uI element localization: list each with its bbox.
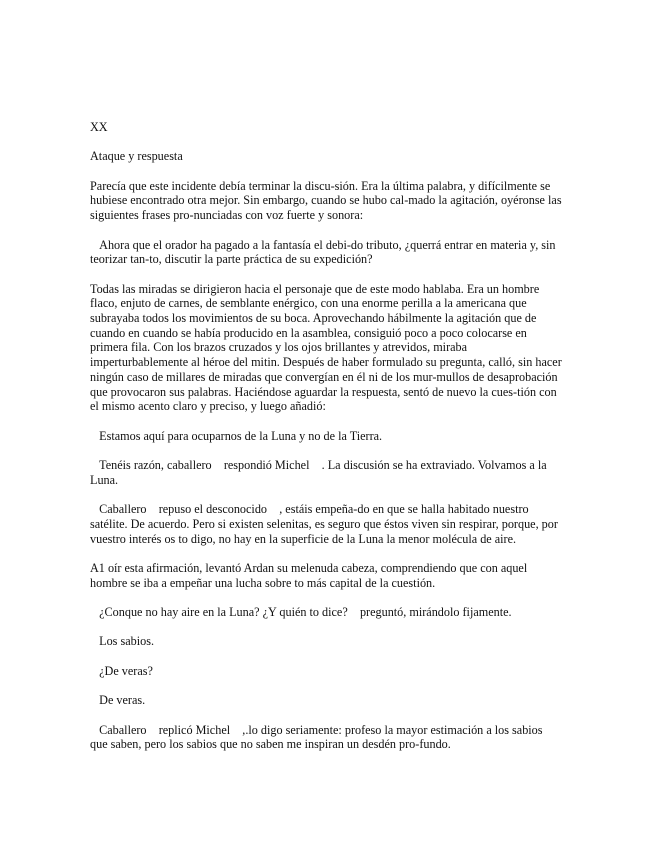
paragraph-10: ¿De veras? (90, 663, 153, 678)
paragraph-11: De veras. (90, 693, 146, 708)
paragraph-1: Parecía que este incidente debía terminar la discu-sión. Era la última palabra, y difícilmente se hubiese encontrado otra mejor. Sin embargo, cuando se hubo cal-mado la agitación, oyéronse las siguientes frases pro-nunciadas con voz fuerte y sonora: (90, 178, 565, 223)
chapter-title: Ataque y respuesta (90, 149, 183, 164)
paragraph-5: Tenéis razón, caballero respondió Michel . La discusión se ha extraviado. Volvamos a la Luna. (90, 458, 550, 487)
paragraph-12: Caballero replicó Michel ,.lo digo seriamente: profeso la mayor estimación a los sabios que saben, pero los sabios que no saben me inspiran un desdén pro-fundo. (90, 722, 546, 752)
chapter-number: XX (90, 120, 108, 134)
paragraph-8: ¿Conque no hay aire en la Luna? ¿Y quién to dice? preguntó, mirándolo fijamente. (90, 605, 512, 620)
paragraph-6: Caballero repuso el desconocido , estáis empeña-do en que se halla habitado nuestro satélite. De acuerdo. Pero si existen selenitas, es seguro que éstos viven sin respirar, porque, por vuestro interés os to digo, no hay en la superficie de la Luna la menor molécula de aire. (90, 502, 561, 546)
paragraph-4: Estamos aquí para ocuparnos de la Luna y no de la Tierra. (90, 428, 383, 443)
paragraph-2: Ahora que el orador ha pagado a la fantasía el debi-do tributo, ¿querrá entrar en materia y, sin teorizar tan-to, discutir la parte práctica de su expedición? (90, 237, 559, 267)
paragraph-3: Todas las miradas se dirigieron hacia el personaje que de este modo hablaba. Era un hombre flaco, enjuto de carnes, de semblante enérgico, con una enorme perilla a la americana que subrayaba todos los movimientos de su boca. Aprovechando hábilmente la agitación que de cuando en cuando se había producido en la asamblea, consiguió poco a poco colocarse en primera fila. Con los brazos cruzados y los ojos brillantes y atrevidos, miraba imperturbablemente al héroe del mitin. Después de haber formulado su pregunta, calló, sin hacer ningún caso de millares de miradas que convergían en él ni de los mur-mullos de desaprobación que provocaron sus palabras. Haciéndose aguardar la respuesta, sentó de nuevo la cues-tión con el mismo acento claro y preciso, y luego añadió: (90, 281, 565, 414)
paragraph-7: A1 oír esta afirmación, levantó Ardan su melenuda cabeza, comprendiendo que con aquel hombre se iba a empeñar una lucha sobre to más capital de la cuestión. (90, 560, 531, 590)
document-page (90, 120, 565, 767)
paragraph-9: Los sabios. (90, 634, 154, 649)
